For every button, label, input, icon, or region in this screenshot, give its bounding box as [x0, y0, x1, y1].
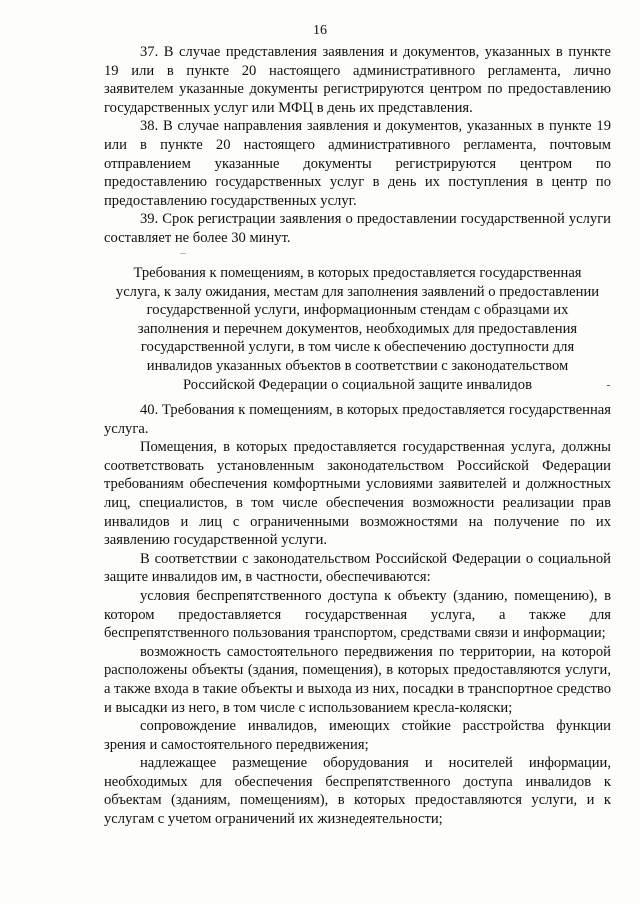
paragraph-legislation: В соответствии с законодательством Российской Федерации о социальной защите инвалидов им, в частности, обеспечиваются: — [104, 550, 611, 586]
list-item-movement: возможность самостоятельного передвижения по территории, на которой расположены объекты (здания, помещения), в которых предоставляются услуги, а также входа в такие объекты и выхода из них, посадки в транспортное средство и высадки из него, в том числе с использованием кресла-коляски; — [104, 643, 611, 716]
section-heading-line: инвалидов указанных объектов в соответствии с законодательством — [146, 357, 569, 374]
paragraph-40: 40. Требования к помещениям, в которых предоставляется государственная услуга. — [104, 402, 611, 437]
margin-mark — [607, 385, 610, 386]
section-heading-line: услуга, к залу ожидания, местам для заполнения заявлений о предоставлении — [115, 283, 600, 300]
bottom-section — [104, 401, 611, 829]
top-section — [104, 43, 611, 248]
section-heading — [104, 264, 611, 394]
section-heading-line: Российской Федерации о социальной защите инвалидов — [182, 376, 532, 393]
paragraph-39: 39. Срок регистрации заявления о предоставлении государственной услуги составляет не более 30 минут. — [104, 211, 611, 246]
paragraph-37: 37. В случае представления заявления и документов, указанных в пункте 19 или в пункте 20 настоящего административного регламента, лично заявителем указанные документы регистрируются центром по предоставлению государственных услуг или МФЦ в день их представления. — [104, 44, 611, 116]
page-number: 16 — [313, 23, 327, 38]
section-heading-line: Требования к помещениям, в которых предоставляется государственная — [133, 265, 582, 281]
section-heading-line: государственной услуги, информационным стендам с образцами их — [146, 302, 569, 319]
divider-mark — [180, 253, 186, 254]
list-item-equipment: надлежащее размещение оборудования и носителей информации, необходимых для обеспечения беспрепятственного доступа инвалидов к объектам (зданиям, помещениям), в которых предоставляются услуги, и к услугам с учетом ограничений их жизнедеятельности; — [104, 755, 611, 828]
section-heading-line: заполнения и перечнем документов, необходимых для предоставления — [137, 320, 578, 337]
paragraph-38: 38. В случае направления заявления и документов, указанных в пункте 19 или в пункте 20 настоящего административного регламента, почтовым отправлением указанные документы регистрируются центром по предоставлению государственных услуг в день их поступления в центр по предоставлению государственных услуг. — [104, 118, 611, 209]
section-heading-line: государственной услуги, в том числе к обеспечению доступности для — [140, 339, 575, 356]
list-item-access-conditions: условия беспрепятственного доступа к объекту (зданию, помещению), в котором предоставляется государственная услуга, а также для беспрепятственного пользования транспортом, средствами связи и информации; — [104, 587, 611, 642]
paragraph-premises: Помещения, в которых предоставляется государственная услуга, должны соответствовать установленным законодательством Российской Федерации требованиям обеспечения комфортными условиями заявителей и должностных лиц, специалистов, в том числе обеспечения возможности реализации прав инвалидов и лиц с ограниченными возможностями на получение по их заявлению государственной услуги. — [104, 439, 611, 549]
list-item-escort: сопровождение инвалидов, имеющих стойкие расстройства функции зрения и самостоятельного передвижения; — [104, 718, 611, 753]
